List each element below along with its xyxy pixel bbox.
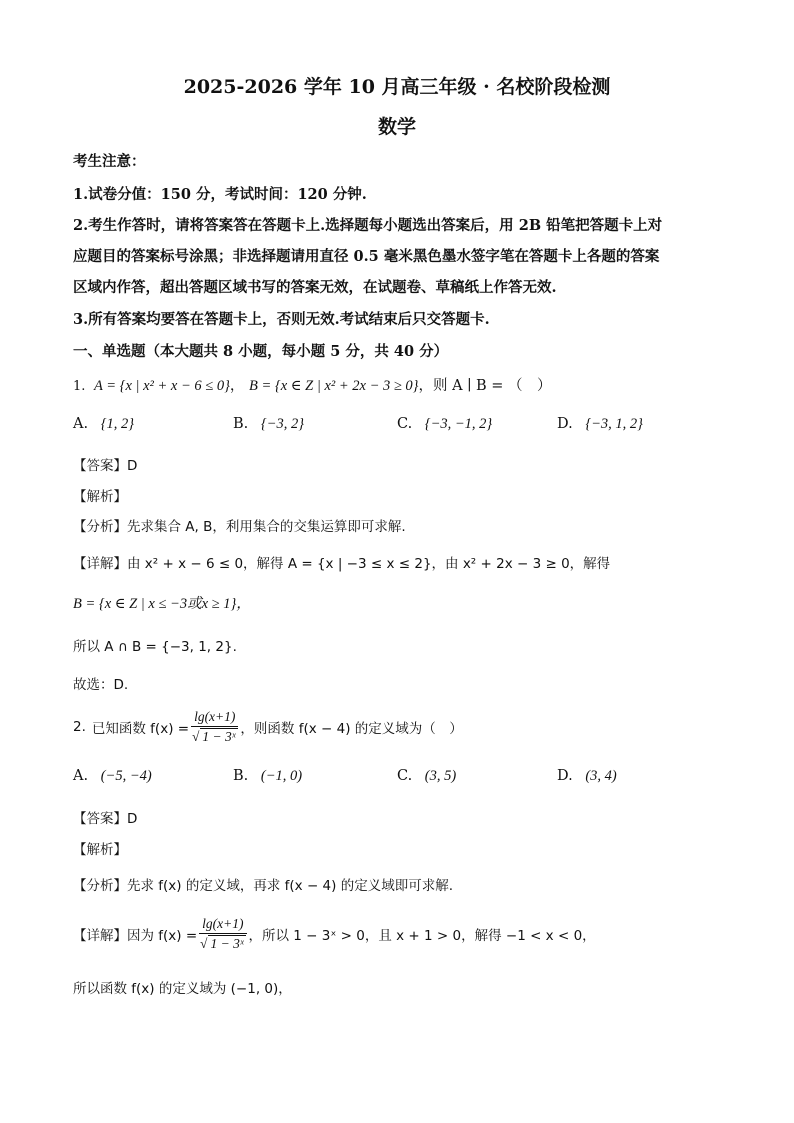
q1-detail-line-1: 由 x² + x − 6 ≤ 0，解得 A = {x | −3 ≤ x ≤ 2}，由 x² + 2x − 3 ≥ 0，解得 xyxy=(127,556,611,572)
question-1-ask: ，则 A ∣ B = （ ） xyxy=(418,378,552,394)
q2-option-c-value: (3, 5) xyxy=(424,768,457,784)
question-2-lead: 已知函数 f(x) = xyxy=(91,721,190,737)
q2-detail-lead: 因为 f(x) = xyxy=(127,928,198,944)
q1-answer-tag: 【答案】 xyxy=(73,458,127,474)
q1-option-a xyxy=(73,416,134,433)
section-heading: 一、单选题（本大题共 8 小题，每小题 5 分，共 40 分） xyxy=(73,343,449,360)
q2-detail-line-2: 所以函数 f(x) 的定义域为 (−1, 0)， xyxy=(73,981,292,997)
q2-option-d-letter: D. xyxy=(557,768,573,784)
question-1-comma: ， xyxy=(229,378,245,394)
q2-option-a-value: (−5, −4) xyxy=(100,768,152,784)
question-2-radicand: 1 − 3ˣ xyxy=(202,729,236,744)
q2-option-b-letter: B. xyxy=(233,768,249,784)
notice-item-1: 1.试卷分值：150 分，考试时间：120 分钟. xyxy=(73,186,367,203)
q1-fenxi xyxy=(73,515,406,535)
q2-detail-radicand: 1 − 3ˣ xyxy=(210,936,244,951)
subject-title: 数学 xyxy=(377,116,416,138)
q2-detail-denominator: √ 1 − 3ˣ xyxy=(200,936,244,951)
notice-item-2: 2.考生作答时，请将答案答在答题卡上.选择题每小题选出答案后，用 2B 铅笔把答题卡上对 xyxy=(73,217,663,234)
q2-fenxi-tag: 【分析】 xyxy=(73,878,127,894)
question-2 xyxy=(73,705,463,749)
notice-heading: 考生注意： xyxy=(73,153,146,170)
q1-option-b xyxy=(233,416,304,433)
exam-title: 2025-2026 学年 10 月高三年级 · 名校阶段检测 xyxy=(183,76,611,98)
q2-detail xyxy=(73,910,596,958)
q2-option-b xyxy=(233,768,302,785)
q2-answer xyxy=(73,807,137,827)
question-2-numerator: lg(x+1) xyxy=(191,709,238,727)
q1-detail-line-3: 所以 A ∩ B = {−3, 1, 2}. xyxy=(73,639,237,655)
q1-option-c xyxy=(397,416,492,433)
q1-option-b-value: {−3, 2} xyxy=(260,416,305,432)
q2-option-a xyxy=(73,768,152,785)
q2-option-d-value: (3, 4) xyxy=(585,768,617,784)
question-1 xyxy=(73,374,552,395)
q2-option-a-letter: A. xyxy=(73,768,89,784)
notice-item-2-cont2: 区域内作答，超出答题区域书写的答案无效，在试题卷、草稿纸上作答无效. xyxy=(73,279,557,296)
question-1-number: 1. xyxy=(73,379,86,394)
q1-option-b-letter: B. xyxy=(233,416,249,432)
question-2-denominator: √ 1 − 3ˣ xyxy=(191,729,236,744)
q1-option-a-letter: A. xyxy=(73,416,89,432)
q1-fenxi-text: 先求集合 A, B，利用集合的交集运算即可求解. xyxy=(127,519,406,535)
q2-option-c xyxy=(397,768,456,785)
q2-detail-tail: ，所以 1 − 3ˣ > 0，且 x + 1 > 0，解得 −1 < x < 0， xyxy=(248,928,596,944)
question-2-number: 2. xyxy=(73,719,86,735)
q2-detail-tag: 【详解】 xyxy=(73,928,127,944)
q1-option-c-value: {−3, −1, 2} xyxy=(424,416,493,432)
q1-option-a-value: {1, 2} xyxy=(100,416,135,432)
q1-detail-line-2: B = {x ∈ Z | x ≤ −3或x ≥ 1}， xyxy=(73,596,251,612)
question-1-set-b: B = {x ∈ Z | x² + 2x − 3 ≥ 0} xyxy=(249,378,419,394)
q2-answer-tag: 【答案】 xyxy=(73,811,127,827)
q2-detail-numerator: lg(x+1) xyxy=(199,916,246,934)
q2-fenxi-text: 先求 f(x) 的定义域，再求 f(x − 4) 的定义域即可求解. xyxy=(127,878,453,894)
q1-option-c-letter: C. xyxy=(397,416,413,432)
q1-option-d-letter: D. xyxy=(557,416,573,432)
q2-option-b-value: (−1, 0) xyxy=(260,768,303,784)
q2-detail-fraction xyxy=(199,916,246,952)
q1-detail xyxy=(73,552,610,572)
question-2-fraction xyxy=(191,709,238,745)
q2-analysis-tag: 【解析】 xyxy=(73,842,127,858)
q1-fenxi-tag: 【分析】 xyxy=(73,519,127,535)
question-1-set-a: A = {x | x² + x − 6 ≤ 0} xyxy=(94,378,230,394)
q1-choose: 故选：D. xyxy=(73,677,129,693)
notice-item-3: 3.所有答案均要答在答题卡上，否则无效.考试结束后只交答题卡. xyxy=(73,311,490,328)
q2-fenxi xyxy=(73,874,453,894)
q1-option-d xyxy=(557,416,643,433)
q1-detail-tag: 【详解】 xyxy=(73,556,127,572)
q2-option-d xyxy=(557,768,617,785)
notice-item-2-cont: 应题目的答案标号涂黑；非选择题请用直径 0.5 毫米黑色墨水签字笔在答题卡上各题的答案 xyxy=(73,248,660,265)
q1-answer xyxy=(73,454,137,474)
q1-analysis-tag: 【解析】 xyxy=(73,489,127,505)
question-2-tail: ，则函数 f(x − 4) 的定义域为（ ） xyxy=(240,721,463,737)
q1-option-d-value: {−3, 1, 2} xyxy=(585,416,643,432)
q1-answer-value: D xyxy=(127,458,138,474)
q2-option-c-letter: C. xyxy=(397,768,413,784)
q2-answer-value: D xyxy=(127,811,138,827)
